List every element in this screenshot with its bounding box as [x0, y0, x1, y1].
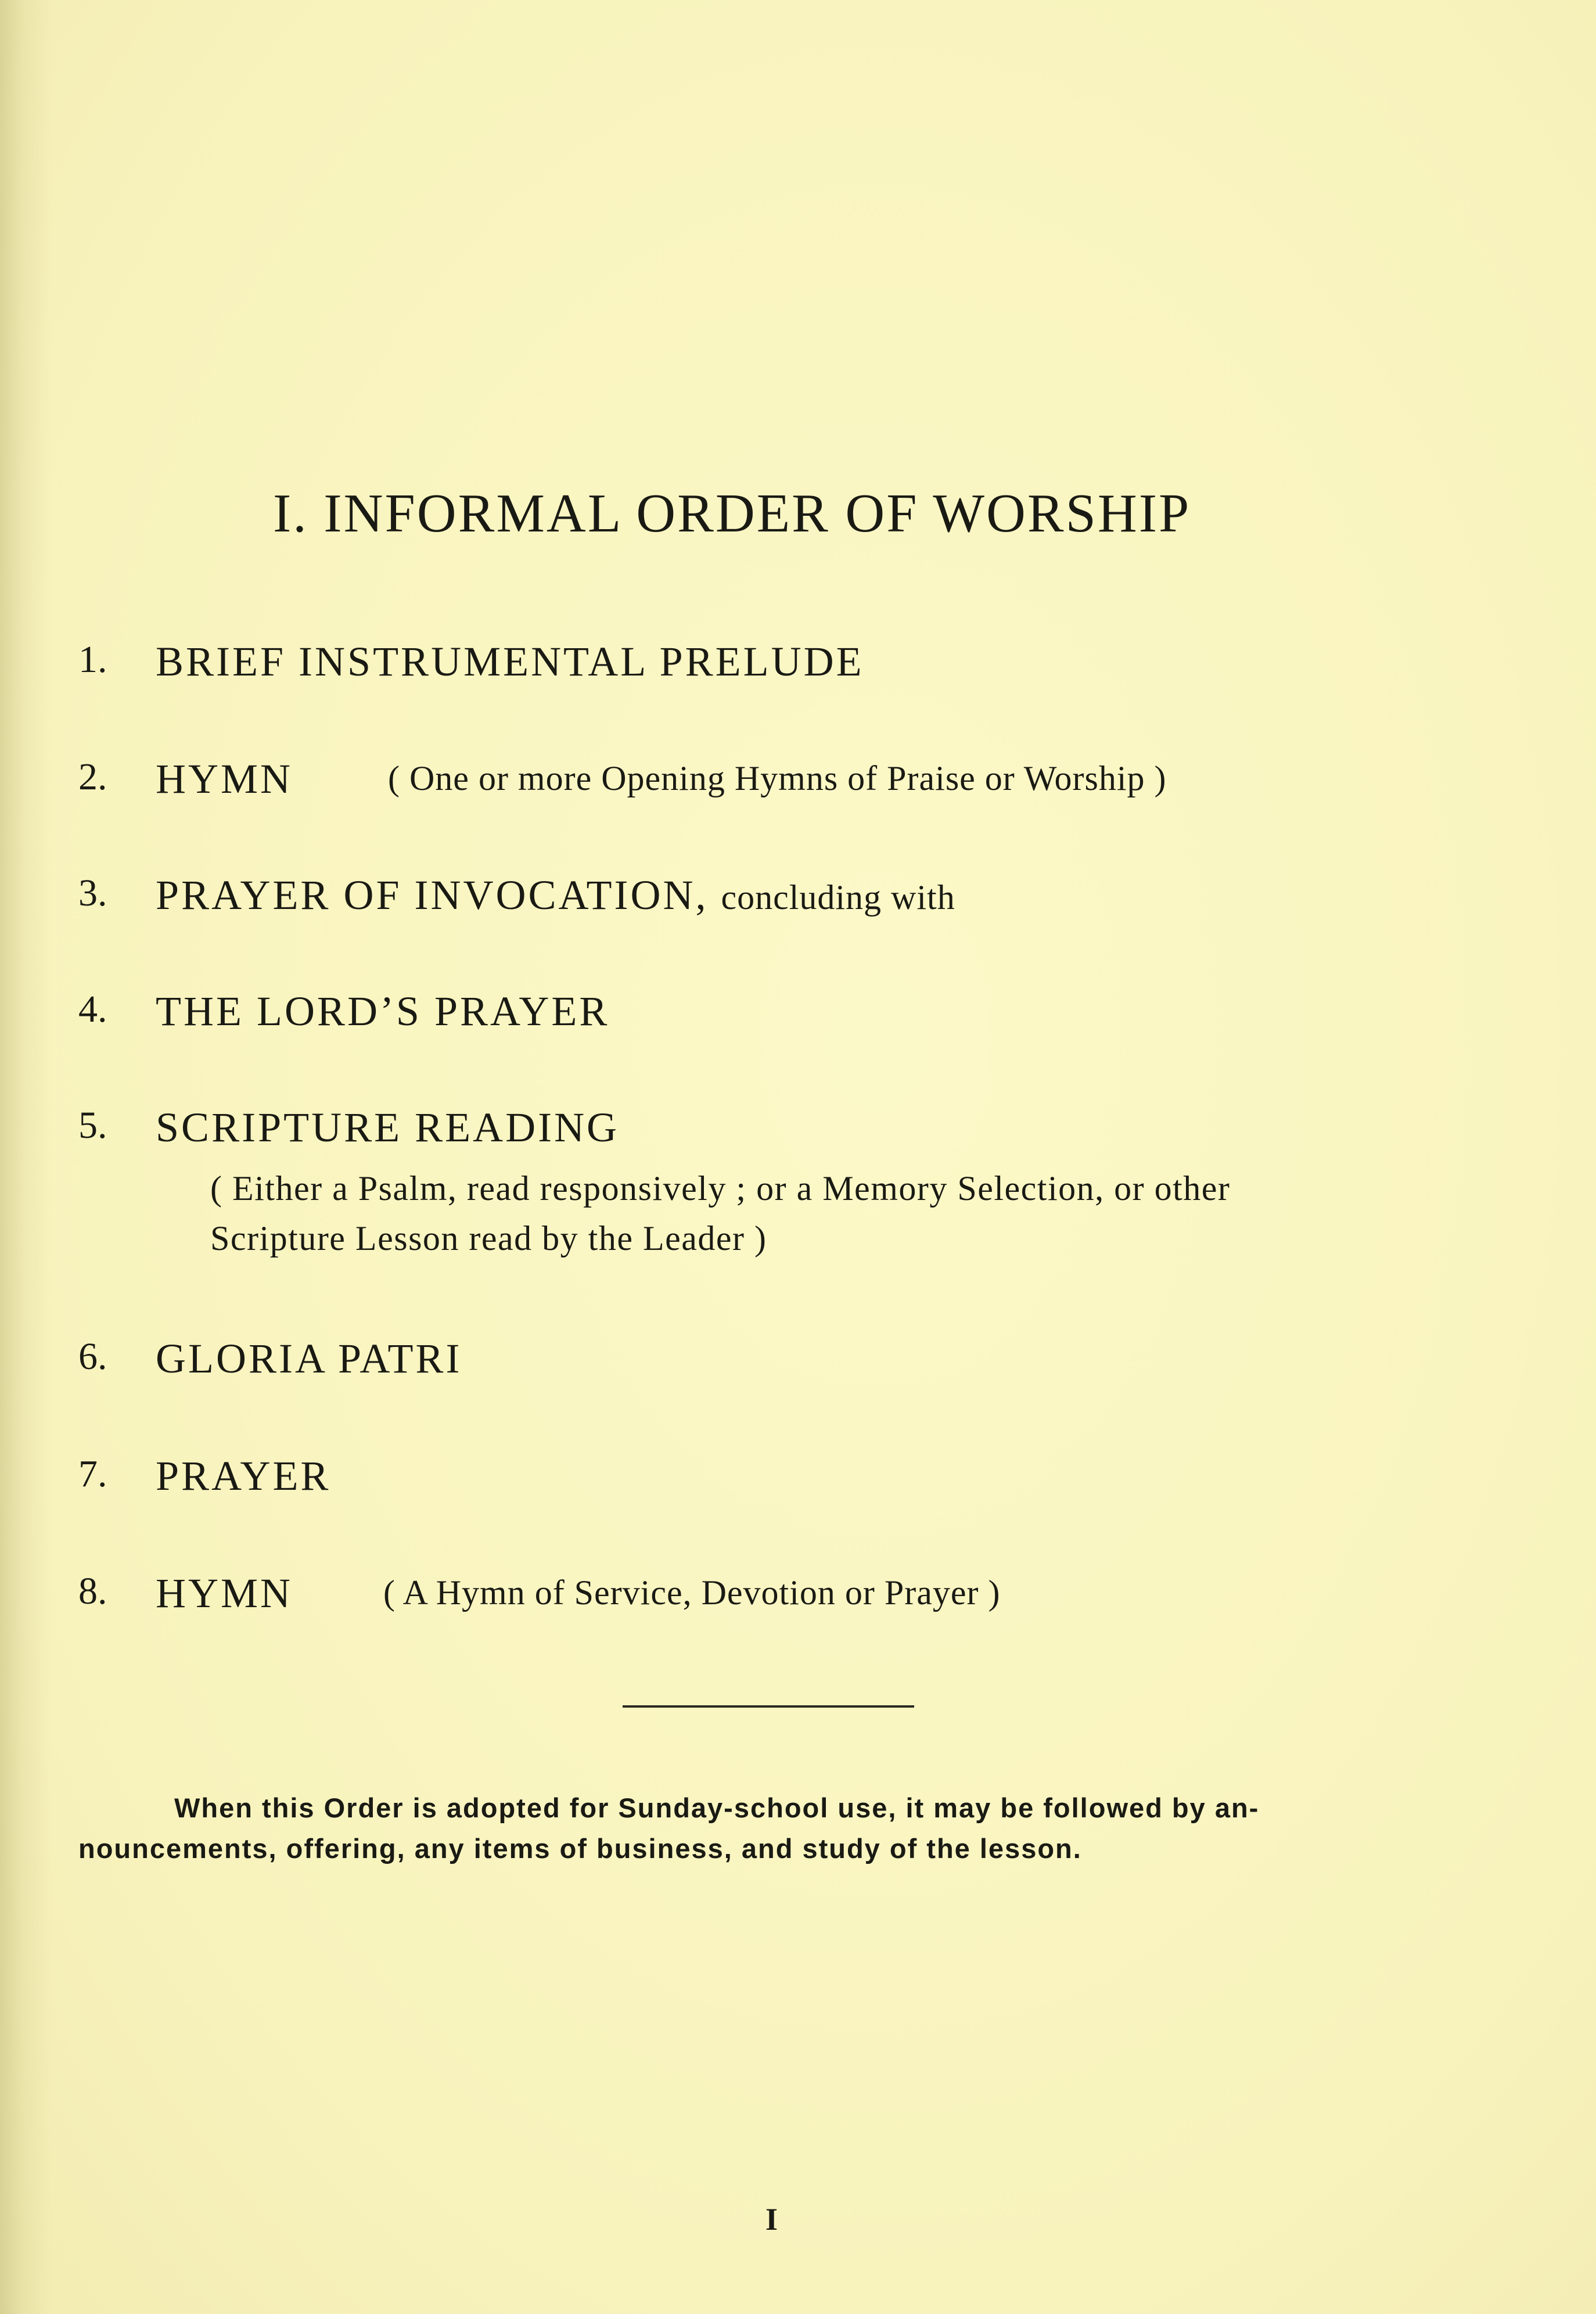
- item-heading: BRIEF INSTRUMENTAL PRELUDE: [156, 638, 864, 685]
- item-heading: HYMN: [156, 756, 293, 802]
- item-sub-line: ( Either a Psalm, read responsively ; or a Memory Selection, or other: [210, 1169, 1231, 1208]
- item-note: ( A Hymn of Service, Devotion or Prayer ): [383, 1573, 1001, 1612]
- footnote-line: When this Order is adopted for Sunday-school use, it may be followed by an-: [174, 1792, 1260, 1823]
- item-inline-note: concluding with: [721, 878, 955, 917]
- item-heading: SCRIPTURE READING: [156, 1104, 620, 1151]
- divider: [623, 1705, 914, 1708]
- item-number: 8.: [78, 1570, 107, 1612]
- item-heading-text: PRAYER OF INVOCATION,: [156, 872, 709, 918]
- item-heading: PRAYER: [156, 1453, 331, 1499]
- footnote: [78, 1788, 1469, 1869]
- item-note: ( One or more Opening Hymns of Praise or Worship ): [388, 759, 1167, 797]
- item-sub-line: Scripture Lesson read by the Leader ): [210, 1219, 767, 1257]
- item-heading: THE LORD’S PRAYER: [156, 988, 610, 1034]
- item-number: 4.: [78, 988, 107, 1030]
- item-number: 2.: [78, 756, 107, 798]
- item-heading: [156, 871, 955, 919]
- item-number: 5.: [78, 1104, 107, 1147]
- footnote-line: nouncements, offering, any items of business, and study of the lesson.: [78, 1833, 1082, 1864]
- item-number: 6.: [78, 1335, 107, 1378]
- item-number: 7.: [78, 1453, 107, 1495]
- item-number: 1.: [78, 638, 107, 681]
- item-heading: HYMN: [156, 1570, 293, 1616]
- item-heading: GLORIA PATRI: [156, 1335, 462, 1382]
- item-number: 3.: [78, 872, 107, 914]
- page-number: I: [765, 2202, 778, 2237]
- page-title: I. INFORMAL ORDER OF WORSHIP: [273, 483, 1191, 544]
